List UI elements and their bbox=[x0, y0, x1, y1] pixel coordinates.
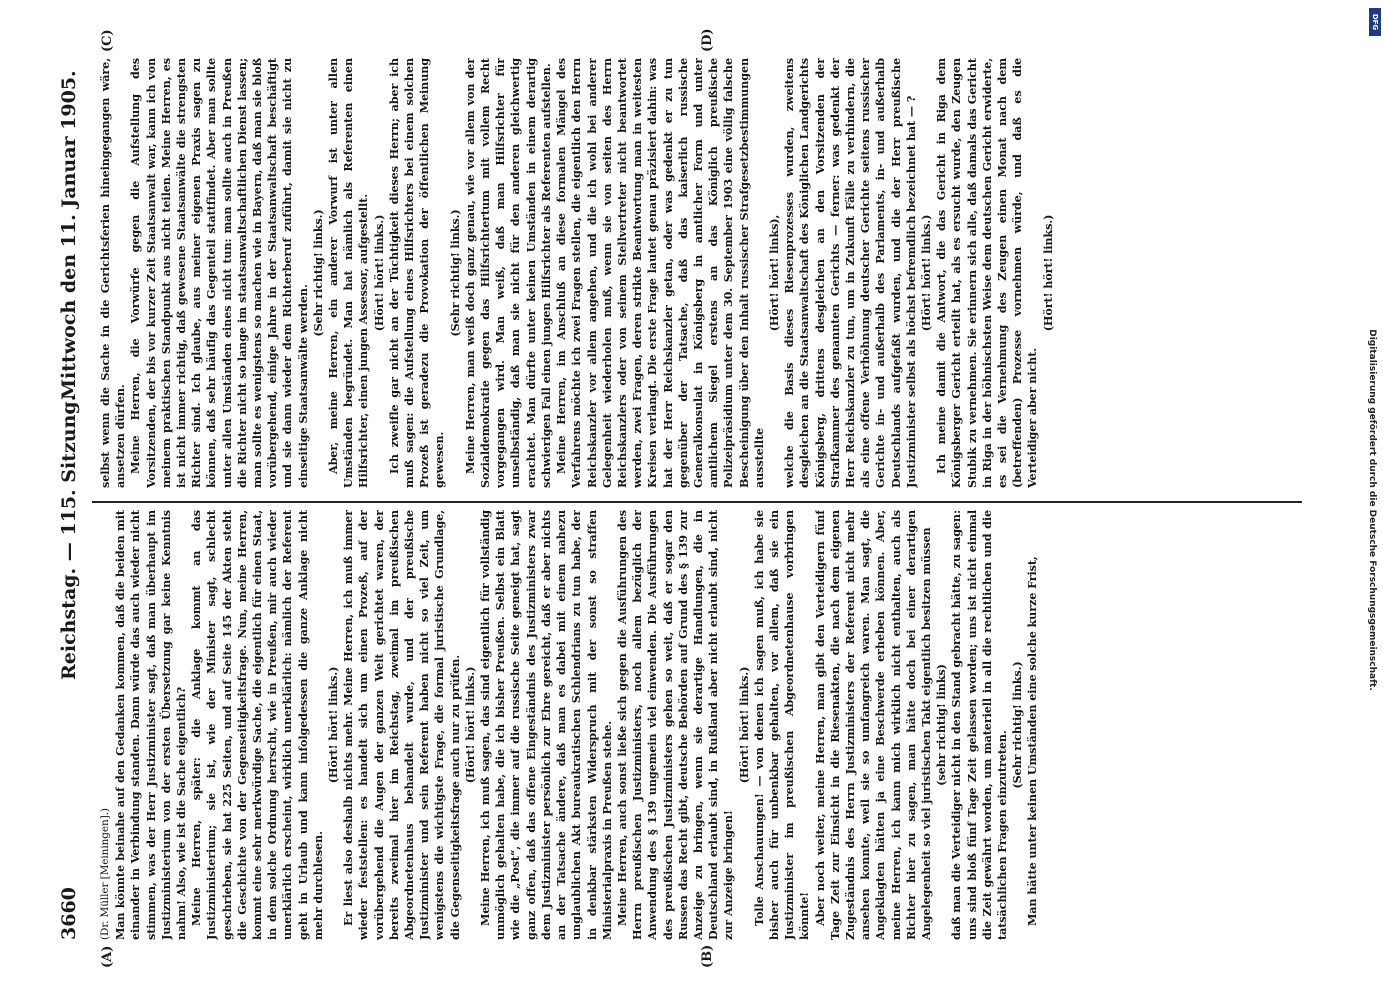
paragraph: welche die Basis dieses Riesenprozesses wurden, zweitens desgleichen an die Staatsanwaltschaft des Königlichen Landgerichts Königsberg, drittens desgleichen an den Vorsitzenden der Strafkammer des genannten Gerichts — ferner: was gedenkt der Herr Reichskanzler zu tun, um in Zukunft Fälle zu verhindern, die als eine offene Verhöhnung deutscher Gerichte seitens russischer Gerichte in- und außerhalb des Parlaments, in- und außerhalb Deutschlands aufgefaßt wurden, und die der Herr preußische Justizminister selbst als höchst befremdlich bezeichnet hat — ? bbox=[782, 58, 918, 488]
interjection: (Sehr richtig! links.) bbox=[1010, 661, 1025, 789]
page-number: 3660 bbox=[58, 887, 80, 940]
interjection: (Hört! hört! links), bbox=[766, 214, 781, 332]
dfg-logo bbox=[1369, 8, 1381, 36]
dfg-logo-text: DFG bbox=[1371, 13, 1379, 31]
interjection: (sehr richtig! links) bbox=[934, 664, 949, 786]
paragraph: Meine Herren, im Anschluß an diese formalen Mängel des Verfahrens möchte ich zwei Fragen stellen, die eigentlich den Herrn Reichskanzler vor allem angehen, und die ich wohl bei anderer Gelegenheit wiederholen muß, wenn sie von seiten des Herrn Reichskanzlers oder von seinem Stellvertreter nicht beantwortet werden, zwei Fragen, deren strikte Beantwortung man in weitesten Kreisen verlangt. Die erste Frage lautet genau präzisiert dahin: was hat der Herr Reichskanzler getan, oder was gedenkt er zu tun gegenüber der Tatsache, daß das kaiserlich russische Generalkonsulat in Königsberg in amtlicher Form und unter amtlichem Siegel erstens an das Königlich preußische Polizeipräsidium unter dem 30. September 1903 eine völlig falsche Bescheinigung über den Inhalt russischer Strafgesetzbestimmungen ausstellte bbox=[554, 58, 766, 488]
interjection: (Sehr richtig! links.) bbox=[447, 209, 462, 337]
paragraph: Er liest also deshalb nichts mehr. Meine Herren, ich muß immer wieder feststellen: es handelt sich um einen Prozeß, auf der vorübergehend die Augen der ganzen Welt gerichtet waren, der bereits zweimal hier im Reichstag, zweimal im preußischen Abgeordnetenhaus behandelt wurde, und der preußische Justizminister und sein Referent haben nicht so viel Zeit, um wenigstens die wichtigste Frage, die formal juristische Grundlage, die Gegenseitigkeitsfrage auch nur zu prüfen. bbox=[341, 510, 462, 940]
margin-marker-d: (D) bbox=[700, 28, 715, 52]
margin-marker-b: (B) bbox=[700, 944, 715, 968]
interjection: (Hört! hört! links.) bbox=[918, 214, 933, 332]
paragraph: Man hätte unter keinen Umständen eine solche kurze Frist, bbox=[1025, 556, 1040, 926]
right-text-column bbox=[98, 58, 1298, 488]
paragraph: Ich zweifle gar nicht an der Tüchtigkeit dieses Herrn; aber ich muß sagen: die Aufstellung eines Hilfsrichters bei einem solchen Prozeß ist geradezu die Provokation der öffentlichen Meinung gewesen. bbox=[386, 58, 447, 488]
margin-marker-c: (C) bbox=[100, 29, 115, 52]
paragraph: selbst wenn die Sache in die Gerichtsferien hineingegangen wäre, ansetzen dürfen. bbox=[98, 58, 128, 488]
session-title: Reichstag. — 115. Sitzung. bbox=[58, 394, 80, 680]
margin-marker-a: (A) bbox=[100, 945, 115, 968]
paragraph: Meine Herren, auch sonst ließe sich gegen die Ausführungen des Herrn preußischen Justizministers, noch allem bezüglich der Anwendung des § 139 ungemein viel einwenden. Die Ausführungen des preußischen Justizministers gehen so weit, daß er sogar den Russen das Recht gibt, deutsche Behörden auf Grund des § 139 zur Anzeige zu bringen, wenn sie derartige Handlungen, die in Deutschland erlaubt sind, in Rußland aber nicht erlaubt sind, nicht zur Anzeige bringen! bbox=[614, 510, 736, 940]
left-text-column bbox=[98, 510, 1298, 940]
interjection: (Hört! hört! links.) bbox=[326, 666, 341, 784]
interjection: (Hört! hört! links.) bbox=[1040, 214, 1055, 332]
paragraph: Aber noch weiter, meine Herren, man gibt den Verteidigern fünf Tage Zeit zur Einsicht in die Riesenakten, die nach dem eigenen Zugeständnis des Herrn Justizministers der Referent nicht mehr ansehen konnte, weil sie so umfangreich waren. Man sagt, die Angeklagten hätten ja eine Beschwerde erheben können. Aber, meine Herren, ich kann mich wirklich nicht enthalten, auch als Richter hier zu sagen, man hätte doch bei einer derartigen Angelegenheit so viel juristischen Takt eigentlich besitzen müssen bbox=[812, 510, 933, 940]
interjection: (Hört! hört! links.) bbox=[736, 666, 751, 784]
session-date: Mittwoch den 11. Januar 1905. bbox=[58, 70, 80, 400]
interjection: (Sehr richtig! links.) bbox=[310, 209, 325, 337]
paragraph: Man könnte beinahe auf den Gedanken kommen, daß die beiden mit einander in Verbindung standen. Dann würde das auch wieder nicht stimmen, was der Herr Justizminister sagt, daß man überhaupt im Justizministerium von der ersten Übersetzung gar keine Kenntnis nahm! Also, wie ist die Sache eigentlich? bbox=[113, 510, 189, 940]
paragraph: Meine Herren, die Vorwürfe gegen die Aufstellung des Vorsitzenden, der bis vor kurzer Zeit Staatsanwalt war, kann ich von meinem praktischen Standpunkt aus nicht teilen. Meine Herren, es ist nicht immer richtig, daß gewesene Staatsanwälte die strengsten Richter sind. Ich glaube, aus meiner eigenen Praxis sagen zu können, daß sehr häufig das Gegenteil stattfindet. Aber man sollte unter allen Umständen eines nicht tun: man sollte auch in Preußen die Richter nicht so lange im staatsanwaltschaftlichen Dienst lassen; man sollte es wenigstens so machen wie in Bayern, daß man sie bloß vorübergehend, einige Jahre in der Staatsanwaltschaft beschäftigt und sie dann wieder dem Richterberuf zuführt, damit sie nicht zu einseitige Staatsanwälte werden. bbox=[128, 58, 310, 488]
paragraph: daß man die Verteidiger nicht in den Stand gebracht hätte, zu sagen: uns sind bloß fünf Tage Zeit gelassen worden; uns ist nicht einmal die Zeit gewährt worden, um materiell in all die rechtlichen und die tatsächlichen Fragen einzutreten. bbox=[949, 510, 1009, 940]
column-divider bbox=[92, 501, 1302, 503]
paragraph: Meine Herren, man weiß doch ganz genau, wie vor allem von der Sozialdemokratie gegen das Hilfsrichtertum mit vollem Recht vorgegangen wird. Man weiß, daß man Hilfsrichter für unselbständig, daß man sie nicht für den anderen gleichwertig erachtet. Man dürfte unter keinen Umständen in einem derartig schwierigen Fall einen jungen Hilfsrichter als Referenten aufstellen. bbox=[462, 58, 553, 488]
speaker-intro: (Dr. Müller [Meiningen].) bbox=[99, 808, 111, 940]
paragraph: Ich meine damit die Antwort, die das Gericht in Riga dem Königsberger Gericht erteilt hat, als es ersucht wurde, den Zeugen Stubik zu vernehmen. Sie erinnern sich alle, daß damals das Gericht in Riga in der höhnischsten Weise dem deutschen Gericht erwiderte, es sei die Vernehmung des Zeugen einen Monat nach dem (betreffenden) Prozesse vornehmen würde, und daß es die Verteidiger aber nicht. bbox=[934, 58, 1040, 488]
paragraph: Tolle Anschauungen! — von denen ich sagen muß, ich habe sie bisher auch für unbenkbar gehalten, vor allem, daß sie ein Justizminister im preußischen Abgeordnetenhause vorbringen könnte! bbox=[751, 510, 812, 940]
digitization-credit: Digitalisierung gefördert durch die Deutsche Forschungsgemeinschaft. bbox=[1367, 329, 1377, 691]
interjection: (Hört! hört! links.) bbox=[371, 214, 386, 332]
paragraph: Meine Herren, ich muß sagen, das sind eigentlich für vollständig unmöglich gehalten habe, die ich bisher Preußen. Selbst ein Blatt wie die „Post“, die immer auf die russische Seite geneigt hat, sagt ganz offen, daß das offene Eingeständnis des Justizministers zwar dem Justizminister persönlich zur Ehre gereicht, daß er aber nichts an der Tatsache ändere, daß man es dabei mit einem nahezu unglaublichen Akt bureaukratischen Schlendrians zu tun habe, der in denkbar stärksten Widerspruch mit der sonst so straffen Ministerialpraxis in Preußen stehe. bbox=[478, 510, 614, 940]
paragraph: Aber, meine Herren, ein anderer Vorwurf ist unter allen Umständen begründet. Man hat nämlich als Referenten einen Hilfsrichter, einen jungen Assessor, aufgestellt. bbox=[326, 58, 371, 488]
interjection: (Hört! hört! links.) bbox=[462, 666, 477, 784]
page-header bbox=[58, 0, 88, 1000]
paragraph: Meine Herren, später: die Anklage kommt an das Justizministerium; sie ist, wie der Minister sagt, schlecht geschrieben, sie hat 225 Seiten, und auf Seite 145 der Akten steht die Geschichte von der Gegenseitigkeitsfrage. Nun, meine Herren, kommt eine sehr merkwürdige Sache, die eigentlich für einen Staat, in dem solche Ordnung herrscht, wie in Preußen, mir auch wieder unerklärlich erscheint, wirklich unerklärlich: nämlich der Referent geht in Urlaub und kann infolgedessen die ganze Anklage nicht mehr durchlesen. bbox=[189, 510, 325, 940]
